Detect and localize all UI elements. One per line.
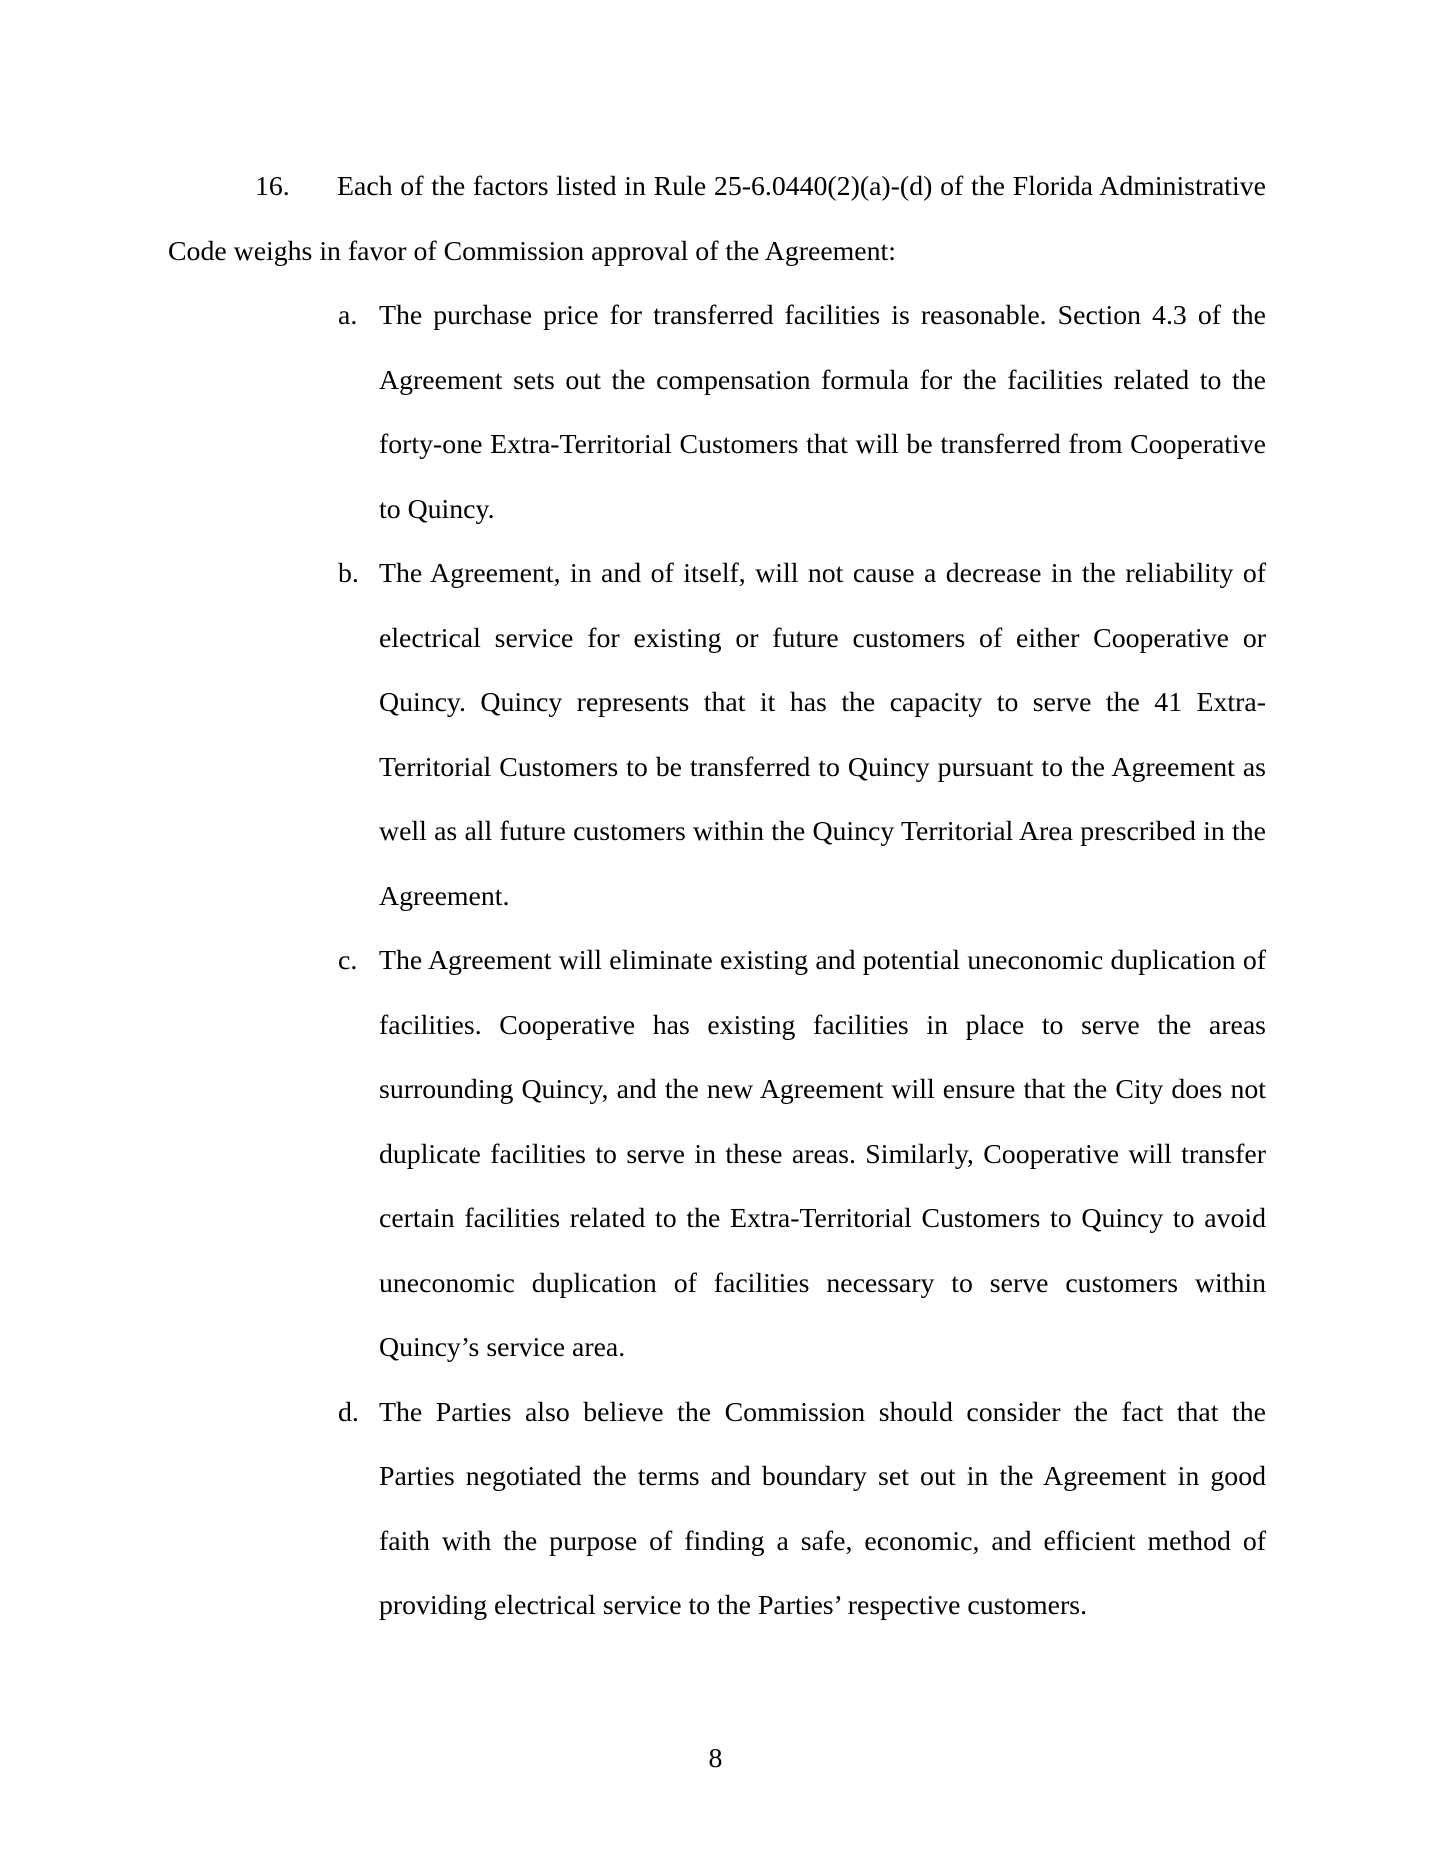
list-item-a-line: Agreement sets out the compensation formula for the facilities related to the [379, 364, 1266, 396]
document-body [168, 155, 1266, 1639]
list-item-d-line [168, 1381, 1266, 1446]
list-item-b-line: well as all future customers within the Quincy Territorial Area prescribed in the [379, 816, 1266, 847]
list-item-c-line [168, 929, 1266, 994]
list-item-c-line: uneconomic duplication of facilities necessary to serve customers within [379, 1267, 1266, 1299]
page-number: 8 [708, 1743, 723, 1774]
list-item-c-line: duplicate facilities to serve in these areas. Similarly, Cooperative will transfer [379, 1138, 1266, 1170]
list-item-a-marker: a. [338, 300, 358, 331]
list-item-c-line-text: The Agreement will eliminate existing and potential uneconomic duplication of [379, 945, 1266, 976]
list-item-b-marker: b. [338, 558, 359, 589]
list-item-b-line [168, 542, 1266, 607]
list-item-d-line: providing electrical service to the Parties’ respective customers. [379, 1590, 1088, 1621]
list-item-a-line [168, 284, 1266, 349]
list-item-d-line-text: The Parties also believe the Commission should consider the fact that the [379, 1396, 1266, 1428]
list-item-b-line-text: The Agreement, in and of itself, will not cause a decrease in the reliability of [379, 558, 1266, 589]
paragraph-16-line-text: Each of the factors listed in Rule 25-6.0440(2)(a)-(d) of the Florida Administrative [337, 171, 1266, 202]
list-item-b-line: Agreement. [379, 880, 510, 912]
paragraph-number: 16. [255, 171, 290, 202]
list-item-c-line: surrounding Quincy, and the new Agreement will ensure that the City does not [379, 1074, 1266, 1105]
list-item-a-line-text: The purchase price for transferred facilities is reasonable. Section 4.3 of the [379, 300, 1266, 331]
paragraph-16-line: Code weighs in favor of Commission approval of the Agreement: [168, 235, 896, 267]
list-item-d-line: Parties negotiated the terms and boundary set out in the Agreement in good [379, 1461, 1266, 1492]
list-item-d-marker: d. [338, 1396, 359, 1428]
paragraph-16-line [168, 155, 1266, 220]
list-item-d-line: faith with the purpose of finding a safe, economic, and efficient method of [379, 1525, 1266, 1557]
list-item-c-line: certain facilities related to the Extra-Territorial Customers to Quincy to avoid [379, 1203, 1266, 1234]
list-item-b-line: Territorial Customers to be transferred to Quincy pursuant to the Agreement as [379, 751, 1266, 783]
list-item-b-line: Quincy. Quincy represents that it has the capacity to serve the 41 Extra- [379, 687, 1266, 718]
list-item-c-marker: c. [338, 945, 358, 976]
list-item-c-line: facilities. Cooperative has existing facilities in place to serve the areas [379, 1009, 1266, 1041]
list-item-a-line: forty-one Extra-Territorial Customers that will be transferred from Cooperative [379, 429, 1266, 460]
list-item-c-line: Quincy’s service area. [379, 1332, 626, 1363]
list-item-b-line: electrical service for existing or future customers of either Cooperative or [379, 622, 1266, 654]
list-item-a-line: to Quincy. [379, 493, 495, 525]
